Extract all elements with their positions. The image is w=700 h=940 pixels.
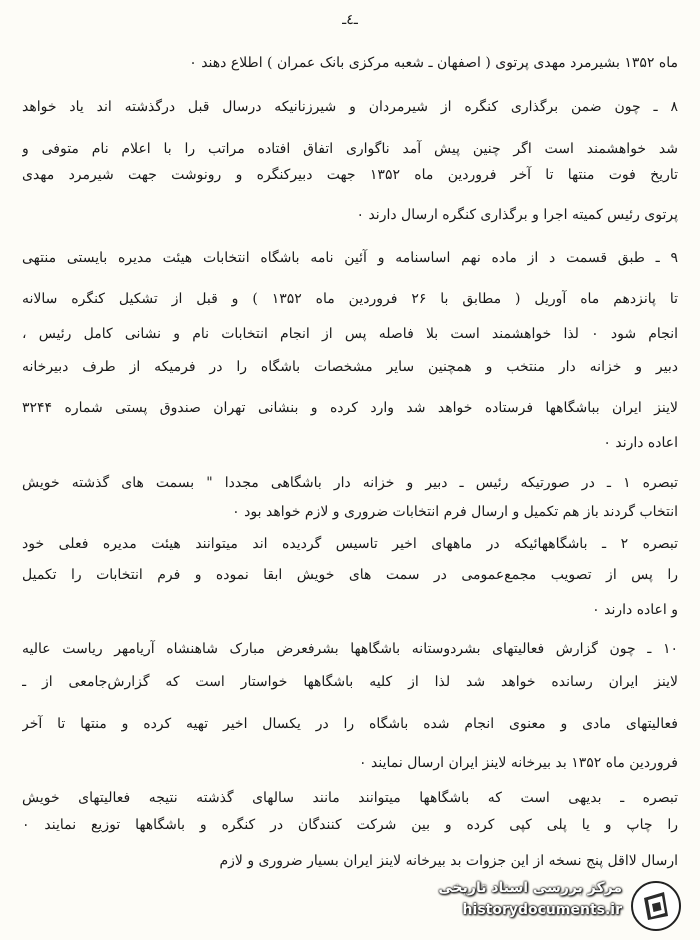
watermark (0, 876, 700, 940)
text-line: تاریخ فوت منتها تا آخر فروردین ماه ۱۳۵۲ جهت دبیرکنگره و رونوشت جهت شیرمرد مهدی (22, 167, 678, 183)
text-line: ۸ ـ چون ضمن برگذاری کنگره از شیرمردان و شیرزنانیکه درسال قبل درگذشته اند یاد خواهد (22, 99, 678, 115)
text-line: فروردین ماه ۱۳۵۲ بد بیرخانه لاینز ایران ارسال نمایند ٠ (359, 755, 678, 771)
text-line: ۱۰ ـ چون گزارش فعالیتهای بشردوستانه باشگاهها بشرفعرض مبارک شاهنشاه آریامهر ریاست عالیه (22, 641, 678, 657)
text-line: لاینز ایران بباشگاهها فرستاده خواهد شد وارد کرده و بنشانی تهران صندوق پستی شماره ۳۲۴۴ (22, 400, 678, 416)
text-line: فعالیتهای مادی و معنوی انجام شده باشگاه را در یکسال اخیر تهیه کرده و منتها تا آخر (22, 716, 678, 732)
text-line: و اعاده دارند ٠ (592, 602, 678, 618)
text-line: انجام شود ٠ لذا خواهشمند است بلا فاصله پس از انجام انتخابات نام و نشانی کامل رئیس ، (22, 326, 678, 342)
text-line: را چاپ و یا پلی کپی کرده و بین شرکت کنندگان در کنگره و باشگاهها توزیع نمایند ٠ (22, 817, 678, 833)
text-line: لاینز ایران رسانده خواهد شد لذا از کلیه باشگاهها خواستار است که گزارش‌جامعی از ـ (22, 674, 678, 690)
text-line: تبصره ـ بدیهی است که باشگاهها میتوانند مانند سالهای گذشته نتیجه فعالیتهای خویش (22, 790, 678, 806)
text-line: دبیر و خزانه دار منتخب و همچنین سایر مشخصات باشگاه را در فرمیکه از طرف دبیرخانه (22, 359, 678, 375)
archive-logo-icon (630, 880, 682, 932)
text-line: شد خواهشمند است اگر چنین پیش آمد ناگواری اتفاق افتاده مراتب را با اعلام نام متوفی و (22, 141, 678, 157)
watermark-name: مرکز بررسی اسناد تاریخی (438, 880, 622, 896)
text-line: را پس از تصویب مجمع‌عمومی در سمت های خویش ابقا نموده و فرم انتخابات را تکمیل (22, 567, 678, 583)
text-line: تبصره ۲ ـ باشگاههائیکه در ماههای اخیر تاسیس گردیده اند میتوانند هیئت مدیره فعلی خود (22, 536, 678, 552)
watermark-url: historydocuments.ir (462, 902, 622, 918)
text-line: ۹ ـ طبق قسمت د از ماده نهم اساسنامه و آئین نامه باشگاه انتخابات هیئت مدیره بایستی منتهی (22, 250, 678, 266)
text-line: پرتوی رئیس کمیته اجرا و برگذاری کنگره ارسال دارند ٠ (356, 207, 678, 223)
text-line: ارسال لااقل پنج نسخه از این جزوات بد بیرخانه لاینز ایران بسیار ضروری و لازم (219, 853, 678, 869)
text-line: تا پانزدهم ماه آوریل ( مطابق با ۲۶ فروردین ماه ۱۳۵۲ ) و قبل از تشکیل کنگره سالانه (22, 291, 678, 307)
text-line: انتخاب گردند باز هم تکمیل و ارسال فرم انتخابات ضروری و لازم خواهد بود ٠ (232, 504, 678, 520)
text-line: ماه ۱۳۵۲ بشیرمرد مهدی پرتوی ( اصفهان ـ شعبه مرکزی بانک عمران ) اطلاع دهند ٠ (189, 55, 678, 71)
text-line: اعاده دارند ٠ (603, 435, 678, 451)
text-line: تبصره ۱ ـ در صورتیکه رئیس ـ دبیر و خزانه دار باشگاهی مجددا " بسمت های گذشته خویش (22, 475, 678, 491)
page-number: ـ٤ـ (342, 12, 358, 28)
